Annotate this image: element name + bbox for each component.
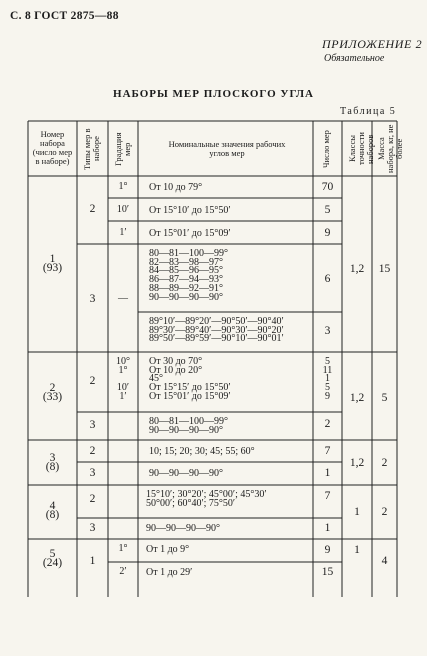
measure-count: 15: [321, 566, 334, 578]
set-mass: 4: [381, 555, 388, 567]
set-mass: 5: [381, 392, 388, 404]
gradation: 1′: [119, 227, 127, 238]
measure-count: 7: [324, 490, 331, 502]
set-mass: 15: [378, 263, 391, 275]
gradation: 1°: [118, 543, 128, 554]
accuracy-class: 1: [354, 506, 360, 518]
set-number: 1 (93): [42, 253, 63, 274]
nominal-values: От 15°01′ до 15°09′: [149, 228, 231, 239]
measure-count: 2: [324, 418, 331, 430]
measure-count: 6: [324, 273, 331, 285]
set-number: 2 (33): [42, 382, 63, 403]
appendix-status: Обязательное: [324, 53, 385, 64]
nominal-values: От 15°10′ до 15°50′: [149, 205, 231, 216]
appendix-title: ПРИЛОЖЕНИЕ 2: [322, 37, 423, 51]
header-types: Типы мер в наборе: [82, 128, 101, 170]
measure-type: 2: [89, 203, 96, 215]
nominal-values: 15°10′; 30°20′; 45°00′; 45°30′ 50°00′; 60°40′; 75°50′: [146, 489, 267, 509]
set-mass: 2: [381, 457, 388, 469]
nominal-values: 80—81—100—99° 82—83—98—97° 84—85—96—95° 86—87—94—93° 88—89—92—91° 90—90—90—90°: [149, 248, 228, 303]
measure-type: 1: [89, 555, 96, 567]
measure-count: 5 11 1 5 9: [322, 356, 333, 402]
measure-type: 2: [89, 493, 96, 505]
nominal-values: 89°10′—89°20′—90°50′—90°40′ 89°30′—89°40′—90°30′—90°20′ 89°50′—89°59′—90°10′—90°01′: [149, 316, 284, 345]
nominal-values: От 10 до 79°: [149, 182, 203, 193]
header-accuracy: Классы точности наборов: [347, 132, 375, 166]
gradation: 1°: [118, 181, 128, 192]
accuracy-class: 1: [354, 544, 360, 556]
header-count: Число мер: [321, 130, 331, 168]
measure-type: 2: [89, 445, 96, 457]
table-label: Таблица 5: [340, 106, 397, 117]
measure-type: 3: [89, 419, 96, 431]
header-gradation: Градация мер: [113, 132, 132, 166]
measure-type: 3: [89, 467, 96, 479]
measure-type: 3: [89, 522, 96, 534]
header-nominal: Номинальные значения рабочих углов мер: [168, 139, 286, 158]
measure-count: 7: [324, 445, 331, 457]
accuracy-class: 1,2: [349, 263, 365, 275]
measure-count: 3: [324, 325, 331, 337]
accuracy-class: 1,2: [349, 457, 365, 469]
measure-count: 1: [324, 467, 331, 479]
set-number: 5 (24): [42, 548, 63, 569]
measure-count: 1: [324, 522, 331, 534]
nominal-values: От 1 до 29′: [146, 567, 193, 578]
measure-type: 3: [89, 293, 96, 305]
gradation: 10′: [116, 204, 130, 215]
page-header: С. 8 ГОСТ 2875—88: [10, 10, 119, 22]
header-set-number: Номер набора (число мер в наборе): [32, 129, 73, 166]
nominal-values: 90—90—90—90°: [149, 468, 223, 479]
measure-count: 9: [324, 227, 331, 239]
gradation: 2′: [119, 566, 127, 577]
set-number: 4 (8): [45, 500, 60, 521]
nominal-values: 10; 15; 20; 30; 45; 55; 60°: [149, 446, 255, 457]
accuracy-class: 1,2: [349, 392, 365, 404]
nominal-values: 90—90—90—90°: [146, 523, 220, 534]
measure-count: 5: [324, 204, 331, 216]
nominal-values: 80—81—100—99° 90—90—90—90°: [149, 416, 228, 436]
measure-count: 70: [321, 181, 334, 193]
gradation: —: [118, 293, 128, 304]
gradation: 10° 1° 10′ 1′: [116, 356, 130, 402]
nominal-values: От 30 до 70° От 10 до 20° 45° От 15°15′ до 15°50′ От 15°01′ до 15°09′: [149, 356, 231, 402]
measure-count: 9: [324, 544, 331, 556]
set-number: 3 (8): [45, 452, 60, 473]
measure-type: 2: [89, 375, 96, 387]
nominal-values: От 1 до 9°: [146, 544, 190, 555]
set-mass: 2: [381, 506, 388, 518]
section-title: НАБОРЫ МЕР ПЛОСКОГО УГЛА: [113, 88, 314, 100]
header-mass: Масса набора, кг, не более: [376, 124, 404, 174]
